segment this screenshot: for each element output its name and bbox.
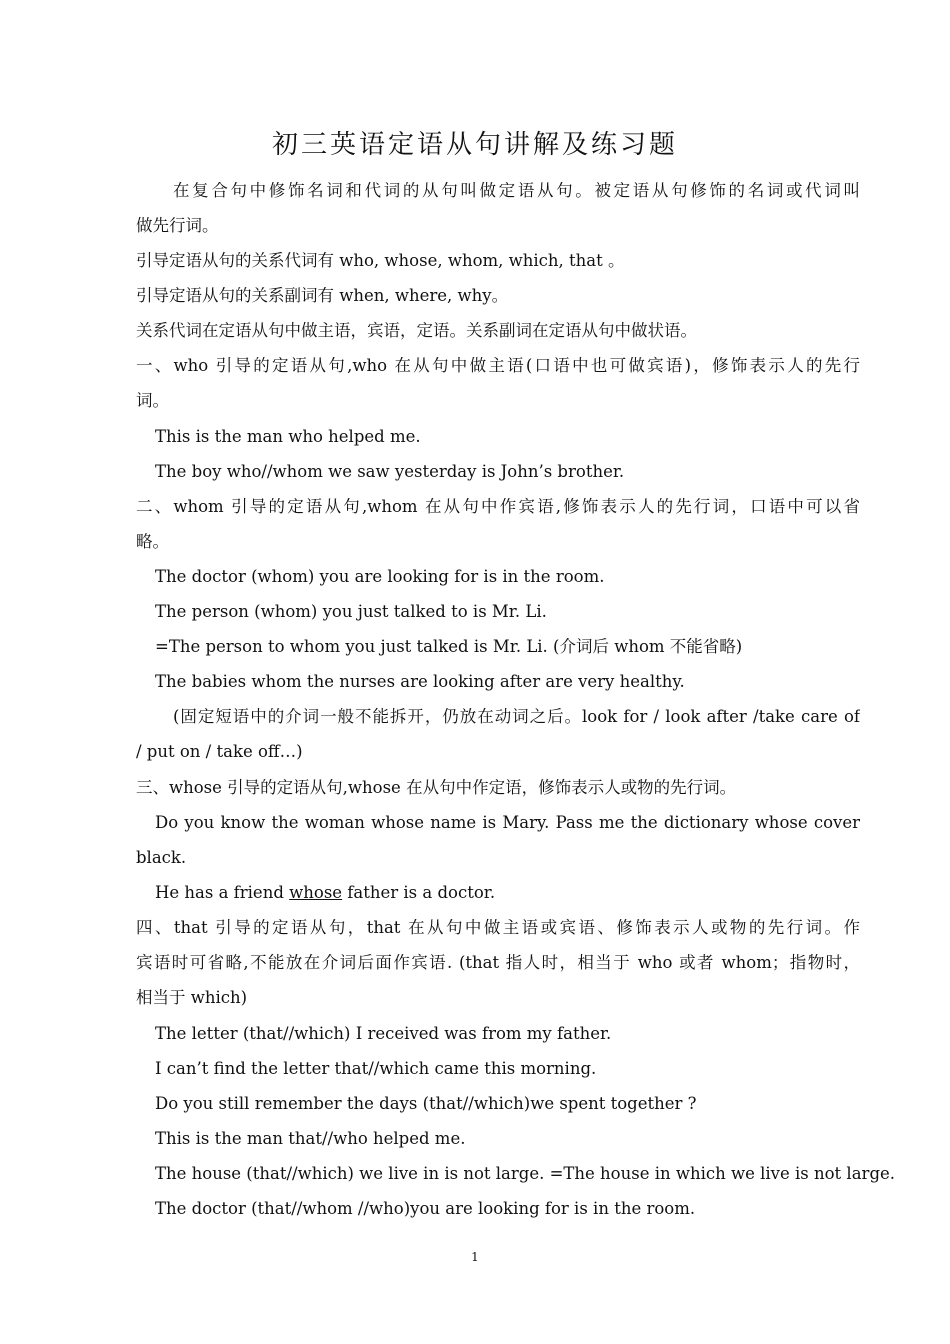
example-line: The doctor (that//whom //who)you are looking for is in the room. (155, 1199, 696, 1218)
example-line: The babies whom the nurses are looking after are very healthy. (155, 672, 685, 691)
section-2-heading-line-1: 二、whom 引导的定语从句,whom 在从句中作宾语,修饰表示人的先行词，口语中可以省 (136, 497, 860, 516)
section-2-heading-line-2: 略。 (136, 532, 169, 551)
section-4-heading-line-1: 四、that 引导的定语从句，that 在从句中做主语或宾语、修饰表示人或物的先行词。作 (136, 918, 860, 937)
intro-line-2: 做先行词。 (136, 216, 219, 235)
example-line: The boy who//whom we saw yesterday is John’s brother. (155, 462, 625, 481)
example-line: The person (whom) you just talked to is Mr. Li. (155, 602, 547, 621)
page-title: 初三英语定语从句讲解及练习题 (271, 130, 678, 160)
function-line: 关系代词在定语从句中做主语，宾语，定语。关系副词在定语从句中做状语。 (136, 321, 697, 340)
example-line: The letter (that//which) I received was from my father. (155, 1024, 612, 1043)
intro-line-1: 在复合句中修饰名词和代词的从句叫做定语从句。被定语从句修饰的名词或代词叫 (173, 181, 860, 200)
example-line: I can’t find the letter that//which came this morning. (155, 1059, 597, 1078)
example-line: Do you know the woman whose name is Mary. Pass me the dictionary whose cover (155, 813, 860, 832)
example-line-continued: black. (136, 848, 187, 867)
section-1-heading-line-2: 词。 (136, 391, 169, 410)
example-line: The house (that//which) we live in is not large. =The house in which we live is not large. (155, 1164, 896, 1183)
example-text: He has a friend (155, 883, 290, 902)
example-line: This is the man who helped me. (155, 427, 421, 446)
example-text: father is a doctor. (342, 883, 496, 902)
relative-pronouns-line: 引导定语从句的关系代词有 who, whose, whom, which, that 。 (136, 251, 625, 270)
note-line-1: (固定短语中的介词一般不能拆开，仍放在动词之后。look for / look after /take care of (173, 707, 860, 726)
section-4-heading-line-2: 宾语时可省略,不能放在介词后面作宾语. (that 指人时，相当于 who 或者 whom；指物时， (136, 953, 860, 972)
example-line: The doctor (whom) you are looking for is in the room. (155, 567, 605, 586)
section-4-heading-line-3: 相当于 which) (136, 988, 248, 1007)
section-3-heading: 三、whose 引导的定语从句,whose 在从句中作定语，修饰表示人或物的先行词。 (136, 778, 737, 797)
section-1-heading-line-1: 一、who 引导的定语从句,who 在从句中做主语(口语中也可做宾语)，修饰表示人的先行 (136, 356, 860, 375)
note-line-2: / put on / take off…) (136, 742, 303, 761)
page-number: 1 (471, 1250, 479, 1264)
relative-adverbs-line: 引导定语从句的关系副词有 when, where, why。 (136, 286, 509, 305)
example-line (155, 881, 495, 905)
example-line: =The person to whom you just talked is Mr. Li. (介词后 whom 不能省略) (155, 637, 743, 656)
example-line: This is the man that//who helped me. (155, 1129, 466, 1148)
example-line: Do you still remember the days (that//which)we spent together ? (155, 1094, 697, 1113)
underlined-word: whose (289, 883, 343, 902)
